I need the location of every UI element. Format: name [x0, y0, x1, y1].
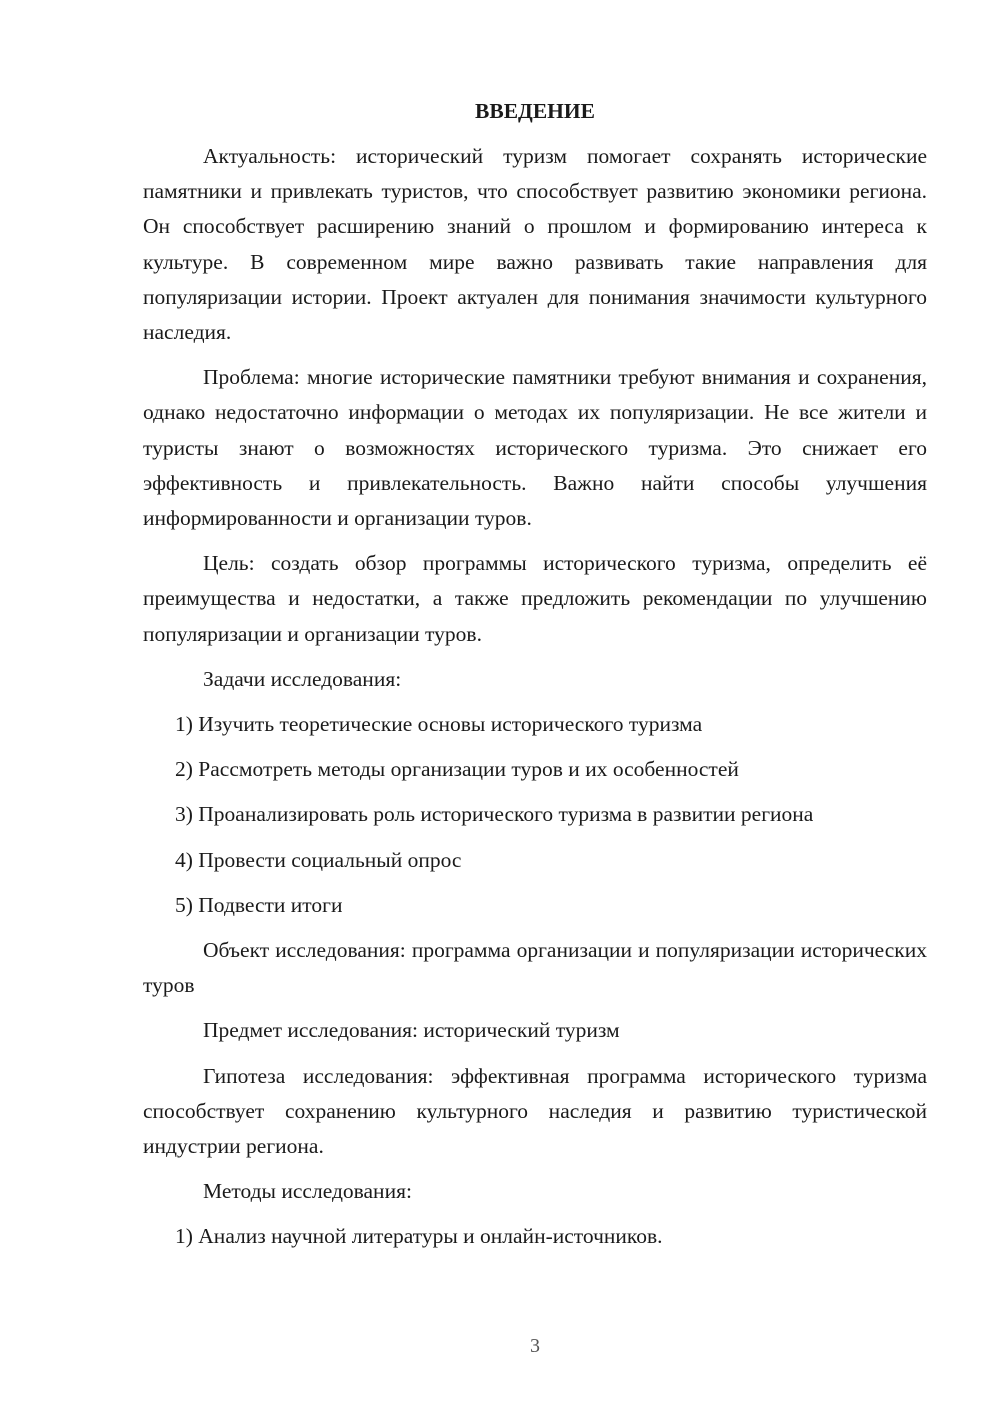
subject-paragraph: Предмет исследования: исторический туризм: [203, 1018, 620, 1043]
section-heading: ВВЕДЕНИЕ: [475, 99, 595, 123]
hypothesis-paragraph: Гипотеза исследования: эффективная программа исторического туризма способствует сохранению культурного наследия и развитию туристической индустрии региона.: [143, 1063, 927, 1159]
task-item: 1) Изучить теоретические основы исторического туризма: [175, 712, 703, 737]
task-item: 4) Провести социальный опрос: [175, 847, 462, 872]
goal-paragraph: Цель: создать обзор программы исторического туризма, определить её преимущества и недостатки, а также предложить рекомендации по улучшению популяризации и организации туров.: [143, 551, 927, 646]
tasks-title: Задачи исследования:: [203, 666, 402, 691]
task-item: 3) Проанализировать роль исторического туризма в развитии региона: [175, 802, 814, 827]
page-content: [143, 96, 927, 1265]
object-paragraph: Объект исследования: программа организации и популяризации исторических туров: [143, 938, 927, 998]
task-item: 2) Рассмотреть методы организации туров и их особенностей: [175, 757, 739, 782]
task-item: 5) Подвести итоги: [175, 892, 343, 917]
problem-paragraph: Проблема: многие исторические памятники требуют внимания и сохранения, однако недостаточно информации о методах их популяризации. Не все жители и туристы знают о возможностях исторического туризма. Это снижает его эффективность и привлекательность. Важно найти способы улучшения информированности и организации туров.: [143, 365, 927, 531]
page-number: 3: [530, 1335, 540, 1357]
method-item: 1) Анализ научной литературы и онлайн-источников.: [175, 1224, 663, 1249]
methods-list: [143, 1219, 927, 1254]
methods-title: Методы исследования:: [203, 1179, 412, 1204]
relevance-paragraph: Актуальность: исторический туризм помогает сохранять исторические памятники и привлекать туристов, что способствует развитию экономики региона. Он способствует расширению знаний о прошлом и формированию интереса к культуре. В современном мире важно развивать такие направления для популяризации истории. Проект актуален для понимания значимости культурного наследия.: [143, 144, 927, 345]
tasks-list: [143, 707, 927, 923]
